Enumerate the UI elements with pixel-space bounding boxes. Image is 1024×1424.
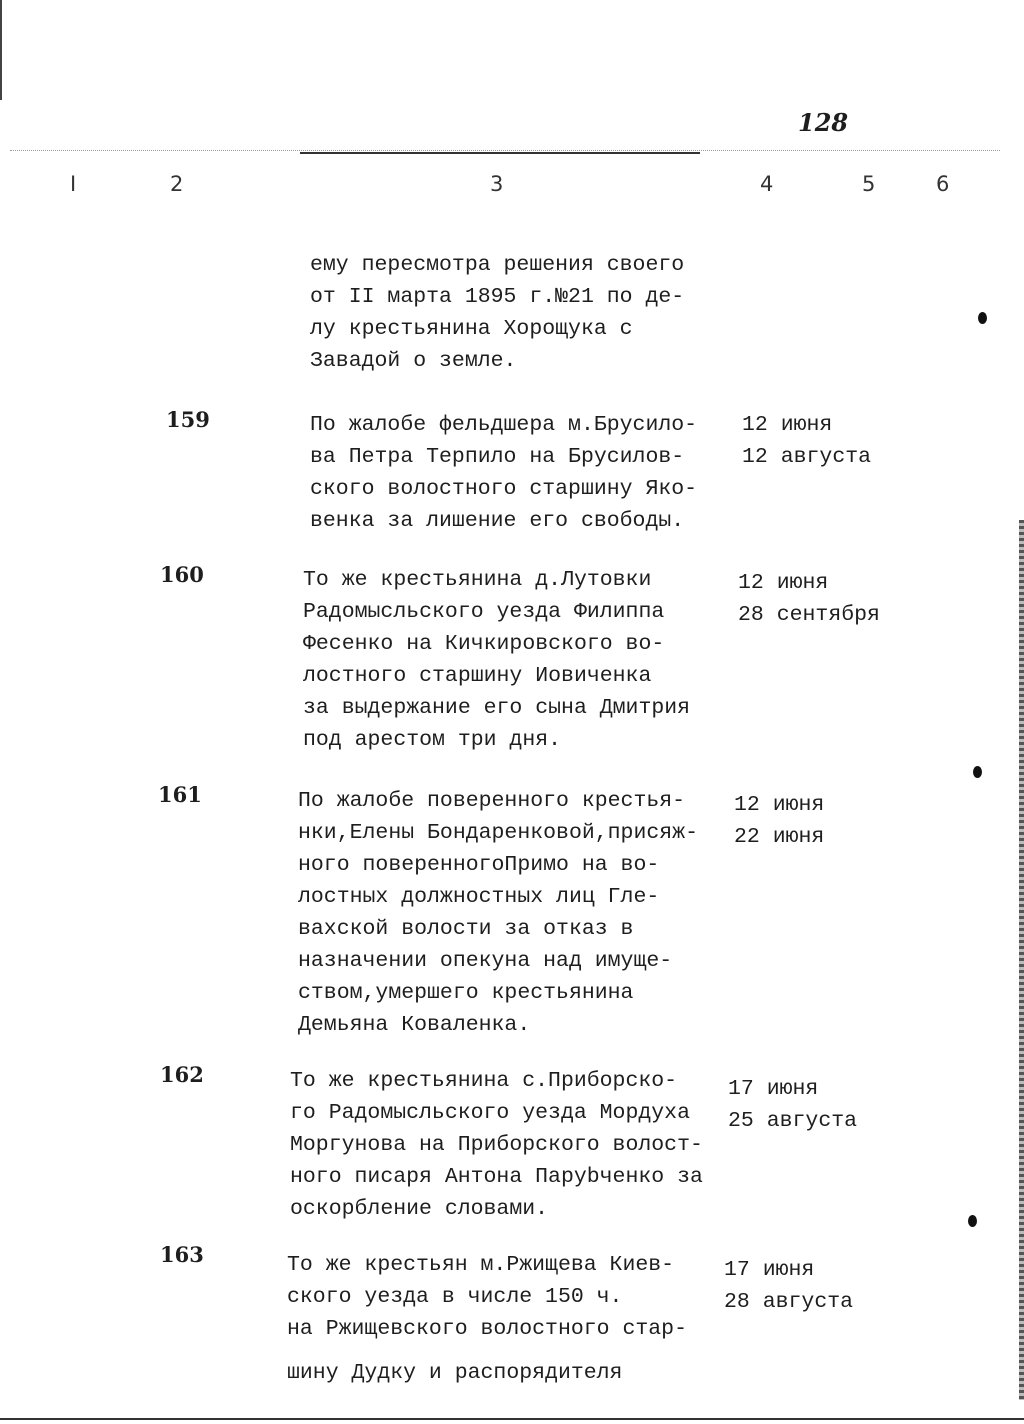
entry-text-line: Завадой о земле. <box>310 349 517 373</box>
entry-text-line: То же крестьянина д.Лутовки <box>303 568 652 592</box>
entry-date-start: 12 июня <box>738 571 829 595</box>
entry-text-line: лу крестьянина Хорощука с <box>310 317 633 341</box>
entry-text-line: лостных должностных лиц Гле- <box>298 885 660 909</box>
entry-number: 159 <box>166 407 210 432</box>
entry-date-start: 17 июня <box>724 1258 815 1282</box>
entry-text-line: ского уезда в числе 150 ч. <box>287 1285 623 1309</box>
entry-date-end: 28 августа <box>724 1290 854 1314</box>
entry-text-line: Радомысльского уезда Филиппа <box>303 600 665 624</box>
scan-edge-right <box>1019 520 1024 1400</box>
entry-text-line: По жалобе поверенного крестья- <box>298 789 686 813</box>
entry-text-line: оскорбление словами. <box>290 1197 549 1221</box>
entry-date-start: 12 июня <box>734 793 825 817</box>
header-divider-dotted <box>10 150 1000 151</box>
entry-text-line: назначении опекуна над имуще- <box>298 949 673 973</box>
entry-number: 160 <box>160 562 204 587</box>
entry-date-end: 28 сентября <box>738 603 880 627</box>
entry-date-end: 12 августа <box>742 445 872 469</box>
entry-date-end: 25 августа <box>728 1109 858 1133</box>
header-divider <box>300 152 700 154</box>
column-header-1: I <box>70 172 77 196</box>
punch-hole-mark <box>978 312 987 324</box>
entry-text-line: шину Дудку и распорядителя <box>287 1361 623 1385</box>
entry-text-line: вахской волости за отказ в <box>298 917 634 941</box>
scan-edge-left <box>0 0 2 100</box>
entry-text-line: ва Петра Терпило на Брусилов- <box>310 445 685 469</box>
scan-edge-bottom <box>0 1418 1024 1420</box>
column-header-2: 2 <box>170 172 184 196</box>
entry-date-start: 17 июня <box>728 1077 819 1101</box>
entry-text-line: лостного старшину Иовиченка <box>303 664 652 688</box>
entry-text-line: венка за лишение его свободы. <box>310 509 685 533</box>
entry-number: 162 <box>160 1062 204 1087</box>
column-header-4: 4 <box>760 172 774 196</box>
column-header-5: 5 <box>862 172 876 196</box>
entry-text-line: Демьяна Коваленка. <box>298 1013 531 1037</box>
entry-number: 163 <box>160 1242 204 1267</box>
entry-text-line: ского волостного старшину Яко- <box>310 477 698 501</box>
entry-text-line: ного поверенногоПримо на во- <box>298 853 660 877</box>
entry-text-line: ством,умершего крестьянина <box>298 981 634 1005</box>
entry-text-line: нки,Елены Бондаренковой,присяж- <box>298 821 698 845</box>
entry-text-line: То же крестьян м.Ржищева Киев- <box>287 1253 675 1277</box>
entry-text-line: То же крестьянина с.Приборско- <box>290 1069 678 1093</box>
entry-text-line: ного писаря Антона Паруbченко за <box>290 1165 703 1189</box>
punch-hole-mark <box>973 766 982 778</box>
entry-text-line: от II марта 1895 г.№21 по де- <box>310 285 685 309</box>
entry-text-line: за выдержание его сына Дмитрия <box>303 696 691 720</box>
entry-number: 161 <box>158 782 202 807</box>
page-number: 128 <box>798 108 849 137</box>
column-header-6: 6 <box>936 172 950 196</box>
column-header-3: 3 <box>490 172 504 196</box>
entry-text-line: го Радомысльского уезда Мордуха <box>290 1101 690 1125</box>
entry-text-line: на Ржищевского волостного стар- <box>287 1317 687 1341</box>
entry-date-end: 22 июня <box>734 825 825 849</box>
entry-text-line: Фесенко на Кичкировского во- <box>303 632 665 656</box>
punch-hole-mark <box>968 1215 977 1227</box>
entry-text-line: под арестом три дня. <box>303 728 562 752</box>
entry-date-start: 12 июня <box>742 413 833 437</box>
entry-text-line: ему пересмотра решения своего <box>310 253 685 277</box>
entry-text-line: По жалобе фельдшера м.Брусило- <box>310 413 698 437</box>
entry-text-line: Моргунова на Приборского волост- <box>290 1133 703 1157</box>
